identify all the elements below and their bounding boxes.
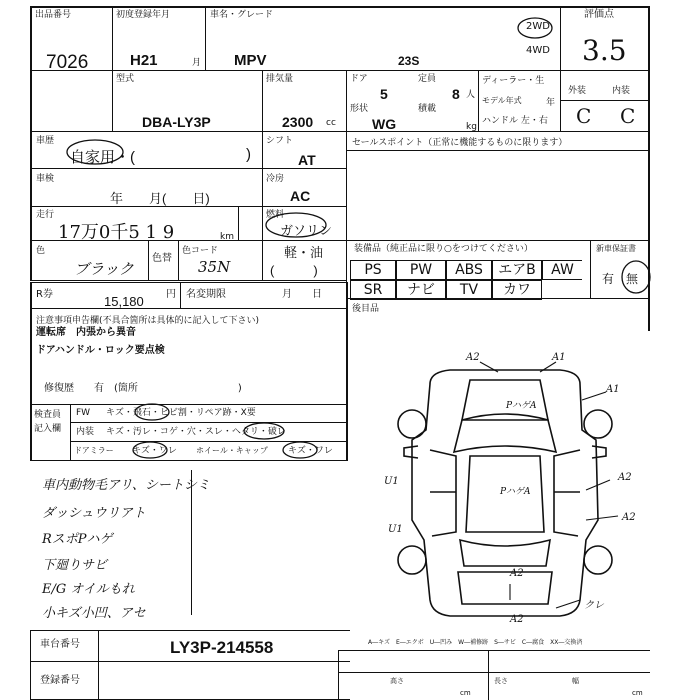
mark-crack-rear: クレ	[584, 600, 604, 611]
mark-a1-right: A1	[606, 384, 620, 395]
history-label: 車歴	[36, 136, 55, 146]
equip-aw: AW	[542, 260, 582, 280]
registration-label: 登録番号	[40, 675, 80, 686]
displacement-unit: cc	[326, 118, 336, 128]
dim-width-label: 幅	[572, 677, 579, 685]
equip-tv: TV	[446, 280, 492, 300]
handle-label: ハンドル 左・右	[482, 116, 548, 126]
warranty-no: 無	[626, 272, 639, 286]
inspector-label-2: 記入欄	[34, 424, 62, 434]
exterior-grade: C	[576, 104, 592, 128]
displacement-label: 排気量	[266, 74, 294, 84]
notes-line-2: ドアハンドル・ロック要点検	[36, 345, 165, 356]
color-code-value: 35N	[198, 258, 231, 276]
model-name: MPV	[234, 52, 267, 69]
equip-ps: PS	[350, 260, 396, 280]
damage-legend: A―キズ E―エクボ U―凹み W―補修跡 S―サビ C―腐食 XX―交換済	[368, 639, 583, 646]
first-registration-value: H21	[130, 52, 158, 69]
warranty-yes: 有	[602, 272, 615, 286]
load-label: 積載	[418, 104, 437, 114]
dim-length-label: 長さ	[494, 677, 508, 685]
recycle-amount: 15,180	[104, 294, 144, 309]
warranty-label: 新車保証書	[596, 244, 636, 253]
light-oil: 軽・油	[284, 245, 324, 260]
mark-u1-left-lower: U1	[388, 524, 403, 535]
mark-u1-left-upper: U1	[384, 476, 399, 487]
mark-a2-right-upper: A2	[618, 472, 632, 483]
equip-sr: SR	[350, 280, 396, 300]
color-change-label: 色替	[152, 253, 172, 264]
mark-a2-bottom: A2	[510, 614, 524, 625]
wheel-label: ホイール・キャップ	[196, 446, 268, 455]
inspection-fields: 年 月( 日)	[110, 191, 210, 206]
repair-history: 修復歴 有 (箇所 )	[44, 383, 242, 394]
model-grade-label: 車名・グレード	[210, 10, 274, 20]
inspector-label-1: 検査員	[34, 410, 62, 420]
fw-items: キズ・飛石・ヒビ割・リペア跡・X要	[106, 408, 256, 418]
fw-label: FW	[76, 408, 91, 418]
name-change-label: 名変期限	[186, 289, 226, 300]
type-value: DBA-LY3P	[142, 114, 211, 130]
load-unit: kg	[466, 122, 477, 132]
mirror-label: ドアミラー	[74, 446, 114, 455]
chassis-label: 車台番号	[40, 639, 80, 650]
equip-navi: ナビ	[396, 280, 446, 300]
handwritten-note-2: ダッシュウリアト	[42, 506, 146, 521]
mark-a1-top-right: A1	[552, 352, 566, 363]
interior-label: 内装	[612, 86, 631, 96]
mark-a2-right-lower: A2	[622, 512, 636, 523]
color-label: 色	[36, 246, 46, 256]
ac-value: AC	[290, 188, 311, 204]
shift-label: シフト	[266, 136, 294, 146]
shape-value: WG	[372, 116, 397, 132]
fuel-label: 燃料	[266, 210, 285, 220]
mark-roof-paint: PハゲA	[500, 487, 531, 497]
fuel-value: ガソリン	[280, 223, 333, 238]
door-label: ドア	[350, 74, 368, 84]
history-close: )	[246, 146, 251, 163]
grade-name: 23S	[398, 54, 420, 68]
shape-label: 形状	[350, 104, 369, 114]
inspection-label: 車検	[36, 174, 55, 184]
equip-pw: PW	[396, 260, 446, 280]
dim-width-unit: cm	[632, 689, 643, 697]
interior-grade: C	[620, 104, 636, 128]
capacity-value: 8	[452, 86, 460, 102]
lot-number-label: 出品番号	[35, 10, 72, 20]
history-value: 自家用・(	[70, 149, 135, 166]
handwritten-note-4: 下廻りサビ	[42, 558, 108, 573]
mileage-label: 走行	[36, 210, 55, 220]
score-label: 評価点	[584, 9, 614, 20]
rear-label: 後目品	[352, 304, 380, 314]
wheel-items: キズ・ワレ	[288, 446, 333, 456]
dealer-label: ディーラー・生	[482, 76, 545, 86]
equip-abs: ABS	[446, 260, 492, 280]
fuel-paren: ( )	[270, 263, 318, 278]
capacity-unit: 人	[466, 90, 476, 100]
interior-check-label: 内装	[76, 427, 95, 437]
model-year-label: モデル年式	[482, 96, 522, 105]
score-value: 3.5	[582, 34, 627, 67]
shift-value: AT	[298, 152, 316, 168]
lot-number: 7026	[46, 52, 89, 73]
dim-height-label: 高さ	[390, 677, 404, 685]
model-year-unit: 年	[546, 98, 556, 108]
chassis-number: LY3P-214558	[170, 638, 274, 657]
recycle-label: R券	[36, 289, 53, 300]
displacement-value: 2300	[282, 114, 314, 130]
ac-label: 冷房	[266, 174, 285, 184]
dim-height-unit: cm	[460, 689, 471, 697]
color-value: ブラック	[74, 260, 134, 278]
type-label: 型式	[116, 74, 135, 84]
color-code-label: 色コード	[182, 246, 219, 256]
mileage-unit: km	[220, 232, 234, 242]
notes-title: 注意事項申告欄(不具合箇所は具体的に記入して下さい)	[36, 316, 260, 326]
equip-leather: カワ	[492, 280, 542, 300]
equip-airbag: エアB	[492, 260, 542, 280]
mark-a2-rear: A2	[510, 568, 524, 579]
first-registration-month-unit: 月	[192, 58, 202, 68]
capacity-label: 定員	[418, 74, 437, 84]
name-change-fields: 月 日	[282, 289, 322, 300]
first-registration-label: 初度登録年月	[116, 10, 171, 20]
exterior-label: 外装	[568, 86, 587, 96]
recycle-unit: 円	[166, 289, 176, 300]
sales-point-label: セールスポイント（正常に機能するものに限ります）	[352, 138, 568, 148]
mileage-value: 17万0千5 1 9	[58, 222, 175, 243]
interior-check-items: キズ・汚レ・コゲ・穴・スレ・ヘタリ・破レ	[106, 427, 286, 437]
handwritten-note-1: 車内動物毛アリ、シートシミ	[42, 478, 210, 493]
handwritten-note-5: E/G オイルもれ	[42, 582, 135, 597]
door-value: 5	[380, 86, 388, 102]
mark-hood-paint: PハゲA	[506, 401, 537, 411]
notes-line-1: 運転席 内張から異音	[36, 327, 136, 338]
mirror-items: キズ・ワレ	[132, 446, 177, 456]
drive-2wd: 2WD	[526, 21, 550, 32]
handwritten-note-6: 小キズ小凹、アセ	[42, 606, 146, 621]
handwritten-note-3: RスポPハゲ	[42, 532, 113, 547]
drive-4wd: 4WD	[526, 45, 550, 56]
equipment-label: 装備品（純正品に限り○をつけてください）	[354, 244, 533, 254]
mark-a2-top-left: A2	[466, 352, 480, 363]
